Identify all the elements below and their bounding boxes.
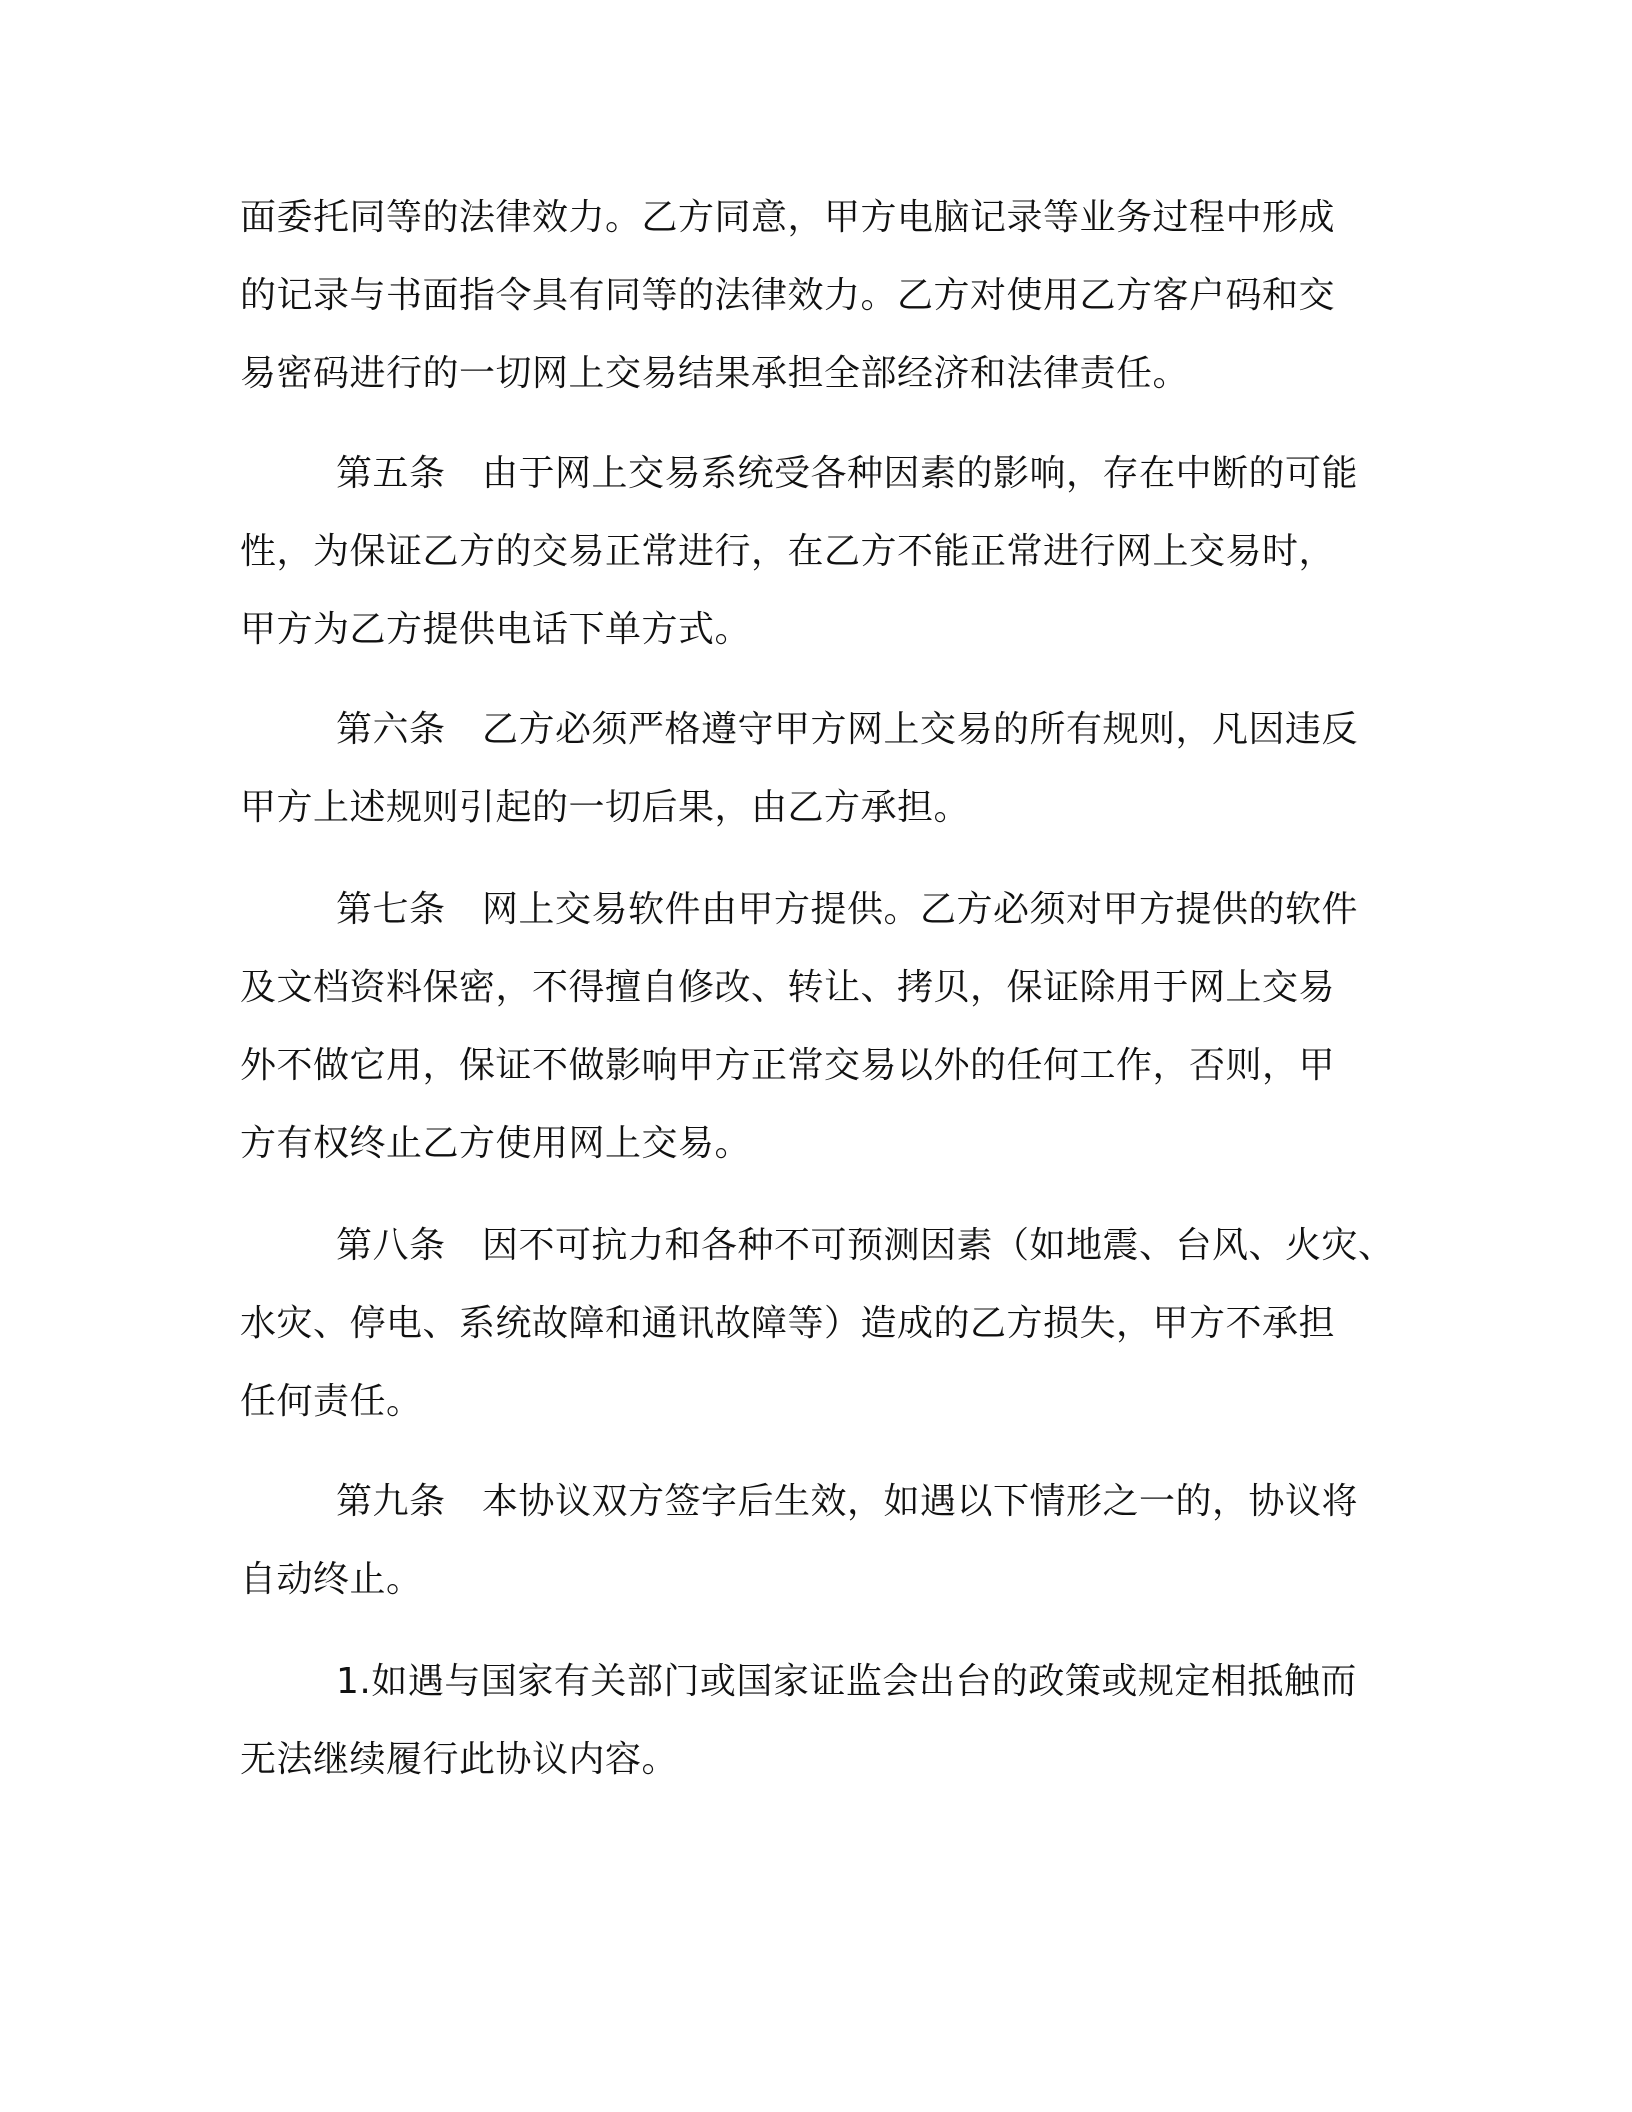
- clause-1-line: 1.如遇与国家有关部门或国家证监会出台的政策或规定相抵触而: [336, 1661, 1357, 1702]
- text-line: 甲方上述规则引起的一切后果，由乙方承担。: [240, 787, 971, 828]
- text-line: 性，为保证乙方的交易正常进行，在乙方不能正常进行网上交易时，: [240, 531, 1336, 572]
- text-line: 的记录与书面指令具有同等的法律效力。乙方对使用乙方客户码和交: [240, 275, 1336, 316]
- text-line: 及文档资料保密，不得擅自修改、转让、拷贝，保证除用于网上交易: [240, 967, 1336, 1008]
- text-line: 自动终止。: [240, 1559, 423, 1600]
- text-line: 外不做它用，保证不做影响甲方正常交易以外的任何工作，否则，甲: [240, 1045, 1336, 1086]
- text-line: 任何责任。: [240, 1381, 423, 1422]
- article-5-line: 第五条 由于网上交易系统受各种因素的影响，存在中断的可能: [336, 453, 1359, 494]
- article-8-line: 第八条 因不可抗力和各种不可预测因素（如地震、台风、火灾、: [336, 1225, 1395, 1266]
- text-line: 方有权终止乙方使用网上交易。: [240, 1123, 752, 1164]
- text-line: 易密码进行的一切网上交易结果承担全部经济和法律责任。: [240, 353, 1190, 394]
- text-line: 无法继续履行此协议内容。: [240, 1739, 679, 1780]
- article-9-line: 第九条 本协议双方签字后生效，如遇以下情形之一的，协议将: [336, 1481, 1359, 1522]
- article-6-line: 第六条 乙方必须严格遵守甲方网上交易的所有规则，凡因违反: [336, 709, 1359, 750]
- text-line: 面委托同等的法律效力。乙方同意，甲方电脑记录等业务过程中形成: [240, 197, 1336, 238]
- article-7-line: 第七条 网上交易软件由甲方提供。乙方必须对甲方提供的软件: [336, 889, 1359, 930]
- text-line: 甲方为乙方提供电话下单方式。: [240, 609, 752, 650]
- text-line: 水灾、停电、系统故障和通讯故障等）造成的乙方损失，甲方不承担: [240, 1303, 1336, 1344]
